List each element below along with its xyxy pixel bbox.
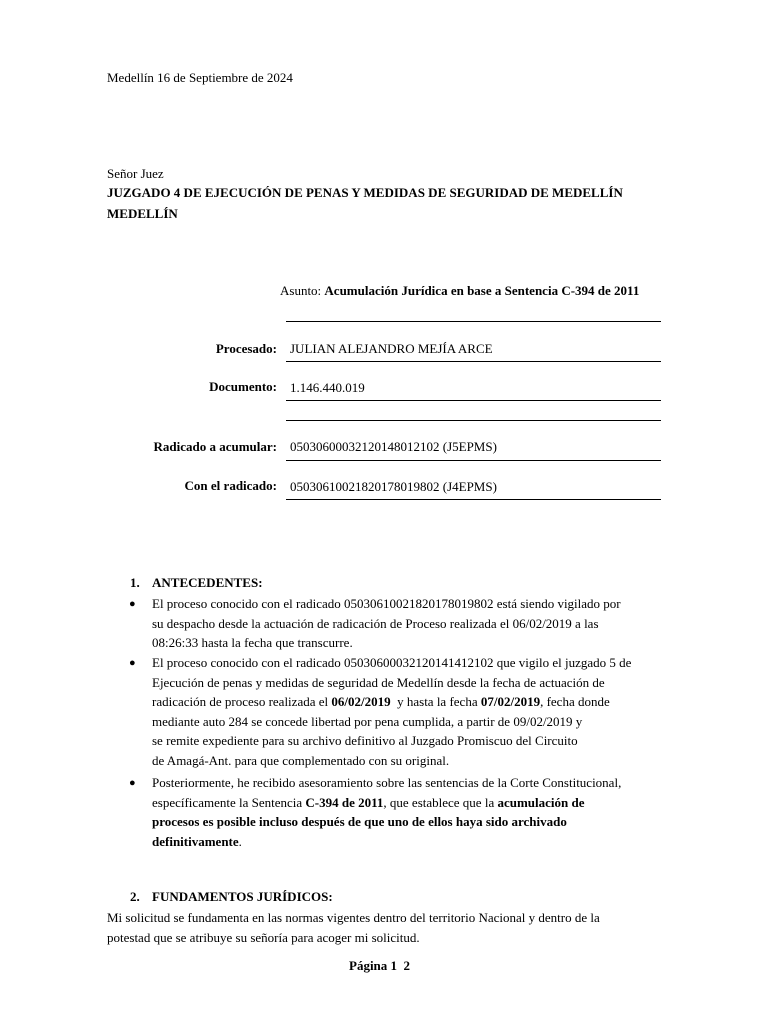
antecedente-3-text: , que establece que la <box>383 794 498 810</box>
procesado-label: Procesado: <box>215 341 277 356</box>
bullet-icon: ● <box>129 777 136 789</box>
date-start: 06/02/2019 <box>331 694 391 709</box>
section2-number: 2. <box>130 889 140 904</box>
court-name-line2: MEDELLÍN <box>107 206 178 221</box>
field-rule-top <box>286 321 661 322</box>
antecedente-1-line2: su despacho desde la actuación de radicación de Proceso realizada el 06/02/2019 a las <box>152 615 599 631</box>
antecedente-2-line1: El proceso conocido con el radicado 05030600032120141412102 que vigilo el juzgado 5 de <box>152 655 632 670</box>
antecedente-1 <box>152 594 621 653</box>
section1-number: 1. <box>130 575 140 590</box>
antecedente-2-line3 <box>152 692 631 712</box>
definitivamente-emphasis: definitivamente <box>152 833 239 849</box>
subject-label: Asunto: <box>280 283 322 298</box>
radicado-value: 05030600032120148012102 (J5EPMS) <box>290 439 497 454</box>
antecedente-1-line3: 08:26:33 hasta la fecha que transcurre. <box>152 635 353 650</box>
fundamentos-line2: potestad que se atribuye su señoría para acoger mi solicitud. <box>107 929 420 945</box>
fundamentos-body <box>107 908 600 947</box>
date-end: 07/02/2019 <box>480 694 541 709</box>
antecedente-3-line1: Posteriormente, he recibido asesoramiento sobre las sentencias de la Corte Constitucional, <box>152 775 622 790</box>
antecedente-2-line6: de Amagá-Ant. para que complementado con su original. <box>152 752 450 768</box>
con-radicado-value: 05030610021820178019802 (J4EPMS) <box>290 479 497 494</box>
procesado-value: JULIAN ALEJANDRO MEJÍA ARCE <box>290 341 493 356</box>
radicado-label: Radicado a acumular: <box>153 439 277 454</box>
antecedente-2-text: , fecha donde <box>540 694 610 709</box>
antecedente-2-line2: Ejecución de penas y medidas de seguridad de Medellín desde la fecha de actuación de <box>152 674 605 690</box>
antecedente-2-line4: mediante auto 284 se concede libertad por pena cumplida, a partir de 09/02/2019 y <box>152 713 583 729</box>
antecedente-3-line4 <box>152 832 621 852</box>
antecedente-2-text: y hasta la fecha <box>390 694 481 709</box>
bullet-icon: ● <box>129 657 136 669</box>
radicado-rule <box>286 460 661 461</box>
antecedente-3-text: específicamente la Sentencia <box>152 794 306 810</box>
blank-field-rule <box>286 420 661 421</box>
salutation: Señor Juez <box>107 166 164 181</box>
fundamentos-line1: Mi solicitud se fundamenta en las normas vigentes dentro del territorio Nacional y dentro de la <box>107 910 600 925</box>
page-number: Página 1 2 <box>349 958 411 973</box>
con-radicado-label: Con el radicado: <box>184 478 277 493</box>
antecedente-2-text: radicación de proceso realizada el <box>152 694 332 709</box>
antecedente-3-text: . <box>238 833 242 849</box>
documento-value: 1.146.440.019 <box>290 380 365 395</box>
date-line: Medellín 16 de Septiembre de 2024 <box>107 70 293 85</box>
antecedente-2-line5: se remite expediente para su archivo definitivo al Juzgado Promiscuo del Circuito <box>152 733 578 748</box>
antecedente-1-line1: El proceso conocido con el radicado 05030610021820178019802 está siendo vigilado por <box>152 596 621 611</box>
section2-heading: FUNDAMENTOS JURÍDICOS: <box>152 889 333 904</box>
documento-rule <box>286 400 661 401</box>
documento-label: Documento: <box>209 379 277 394</box>
bullet-icon: ● <box>129 598 136 610</box>
court-name-line1: JUZGADO 4 DE EJECUCIÓN DE PENAS Y MEDIDAS DE SEGURIDAD DE MEDELLÍN <box>107 185 623 200</box>
section1-heading: ANTECEDENTES: <box>152 575 263 590</box>
antecedente-3-line2 <box>152 793 621 813</box>
acumulacion-emphasis: acumulación de <box>497 794 585 810</box>
antecedente-3 <box>152 773 621 851</box>
subject-text: Acumulación Jurídica en base a Sentencia C-394 de 2011 <box>324 283 640 298</box>
sentencia-ref: C-394 de 2011 <box>305 794 384 810</box>
antecedente-3-line3: procesos es posible incluso después de que uno de ellos haya sido archivado <box>152 814 567 829</box>
subject-line <box>280 283 639 299</box>
con-radicado-rule <box>286 499 661 500</box>
antecedente-2 <box>152 653 631 770</box>
procesado-rule <box>286 361 661 362</box>
